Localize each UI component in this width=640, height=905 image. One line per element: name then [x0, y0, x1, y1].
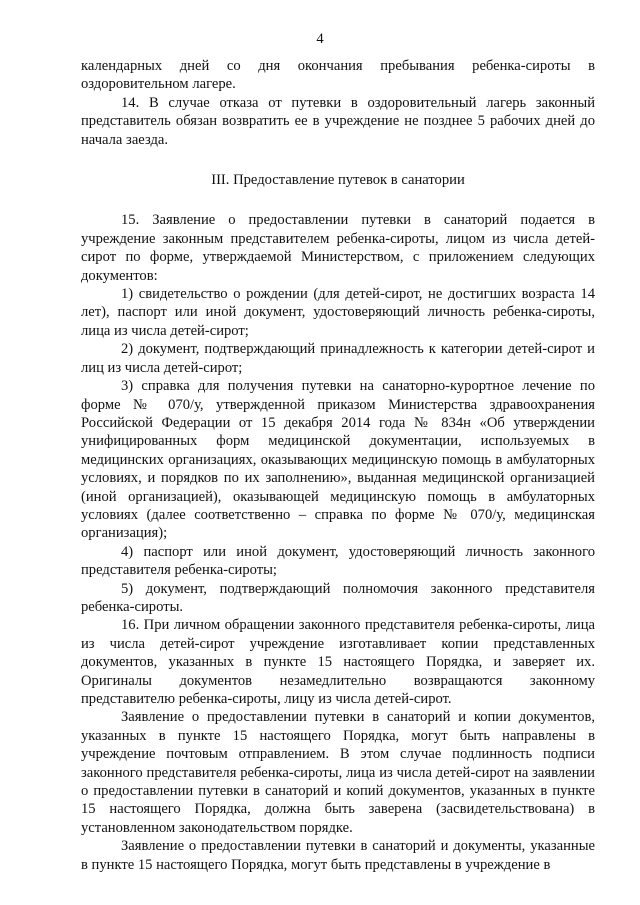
list-item-5: 5) документ, подтверждающий полномочия законного представителя ребенка-сироты.	[81, 580, 595, 615]
section-heading: III. Предоставление путевок в санатории	[211, 172, 465, 189]
document-body	[81, 57, 595, 874]
list-item-4: 4) паспорт или иной документ, удостоверяющий личность законного представителя ребенка-сироты;	[81, 543, 595, 579]
list-item-2: 2) документ, подтверждающий принадлежность к категории детей-сирот и лиц из числа детей-сирот;	[81, 341, 595, 376]
paragraph-item-16: 16. При личном обращении законного представителя ребенка-сироты, лица из числа детей-сирот учреждение изготавливает копии представленных документов, указанных в пункте 15 настоящего Порядка, и заверяет их. Оригиналы документов незамедлительно возвращаются законному представителю ребенка-сироты, лицу из числа детей-сирот.	[81, 617, 595, 707]
paragraph-electronic: Заявление о предоставлении путевки в санаторий и документы, указанные в пункте 15 настоящего Порядка, могут быть представлены в учреждение в	[81, 838, 595, 873]
page-number: 4	[316, 31, 324, 47]
paragraph-continuation: календарных дней со дня окончания пребывания ребенка-сироты в оздоровительном лагере.	[81, 58, 595, 93]
paragraph-item-14: 14. В случае отказа от путевки в оздоровительный лагерь законный представитель обязан возвратить ее в учреждение не позднее 5 рабочих дней до начала заезда.	[81, 94, 595, 148]
list-item-1: 1) свидетельство о рождении (для детей-сирот, не достигших возраста 14 лет), паспорт или иной документ, удостоверяющий личность ребенка-сироты, лица из числа детей-сирот;	[81, 286, 595, 339]
paragraph-item-15: 15. Заявление о предоставлении путевки в санаторий подается в учреждение законным представителем ребенка-сироты, лицом из числа детей-сирот по форме, утверждаемой Министерством, с приложением следующих документов:	[81, 212, 595, 284]
list-item-3: 3) справка для получения путевки на санаторно-курортное лечение по форме № 070/у, утвержденной приказом Министерства здравоохранения Российской Федерации от 15 декабря 2014 года № 834н «Об утверждении унифицированных форм медицинской документации, используемых в медицинских организациях, оказывающих медицинскую помощь в амбулаторных условиях, и порядков по их заполнению», выданная медицинской организацией (иной организацией), оказывающей медицинскую помощь в амбулаторных условиях (далее соответственно – справка по форме № 070/у, медицинская организация);	[81, 378, 595, 542]
paragraph-postal: Заявление о предоставлении путевки в санаторий и копии документов, указанных в пункте 15 настоящего Порядка, могут быть направлены в учреждение почтовым отправлением. В этом случае подлинность подписи законного представителя ребенка-сироты, лица из числа детей-сирот на заявлении о предоставлении путевки в санаторий и копий документов, указанных в пункте 15 настоящего Порядка, должна быть заверена (засвидетельствована) в установленном законодательством порядке.	[81, 709, 595, 836]
